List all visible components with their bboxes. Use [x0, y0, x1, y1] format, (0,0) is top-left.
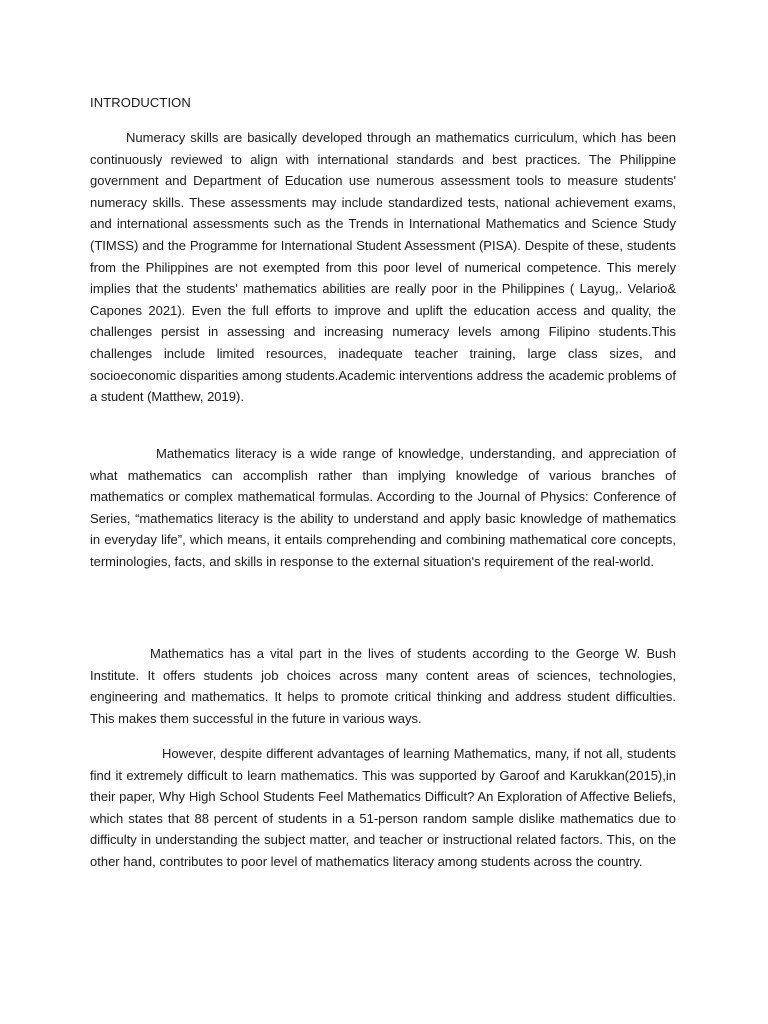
document-page: [90, 0, 676, 1024]
paragraph-mathematics-literacy: Mathematics literacy is a wide range of knowledge, understanding, and appreciation of what mathematics can accomplish rather than implying knowledge of various branches of mathematics or complex mathematical formulas. According to the Journal of Physics: Conference of Series, “mathematics literacy is the ability to understand and apply basic knowledge of mathematics in everyday life”, which means, it entails comprehending and combining mathematical core concepts, terminologies, facts, and skills in response to the external situation's requirement of the real-world.: [90, 446, 676, 569]
section-heading: INTRODUCTION: [90, 95, 191, 110]
paragraph-difficulties: However, despite different advantages of learning Mathematics, many, if not all, students find it extremely difficult to learn mathematics. This was supported by Garoof and Karukkan(2015),in their paper, Why High School Students Feel Mathematics Difficult? An Exploration of Affective Beliefs, which states that 88 percent of students in a 51-person random sample dislike mathematics due to difficulty in understanding the subject matter, and teacher or instructional related factors. This, on the other hand, contributes to poor level of mathematics literacy among students across the country.: [90, 746, 676, 869]
paragraph-vital-part: Mathematics has a vital part in the lives of students according to the George W. Bush Institute. It offers students job choices across many content areas of sciences, technologies, engineering and mathematics. It helps to promote critical thinking and address student difficulties. This makes them successful in the future in various ways.: [90, 646, 676, 726]
paragraph-numeracy-skills: Numeracy skills are basically developed through an mathematics curriculum, which has been continuously reviewed to align with international standards and best practices. The Philippine government and Department of Education use numerous assessment tools to measure students' numeracy skills. These assessments may include standardized tests, national achievement exams, and international assessments such as the Trends in International Mathematics and Science Study (TIMSS) and the Programme for International Student Assessment (PISA). Despite of these, students from the Philippines are not exempted from this poor level of numerical competence. This merely implies that the students' mathematics abilities are really poor in the Philippines ( Layug,. Velario& Capones 2021). Even the full efforts to improve and uplift the education access and quality, the challenges persist in assessing and increasing numeracy levels among Filipino students.This challenges include limited resources, inadequate teacher training, large class sizes, and socioeconomic disparities among students.Academic interventions address the academic problems of a student (Matthew, 2019).: [90, 130, 676, 405]
